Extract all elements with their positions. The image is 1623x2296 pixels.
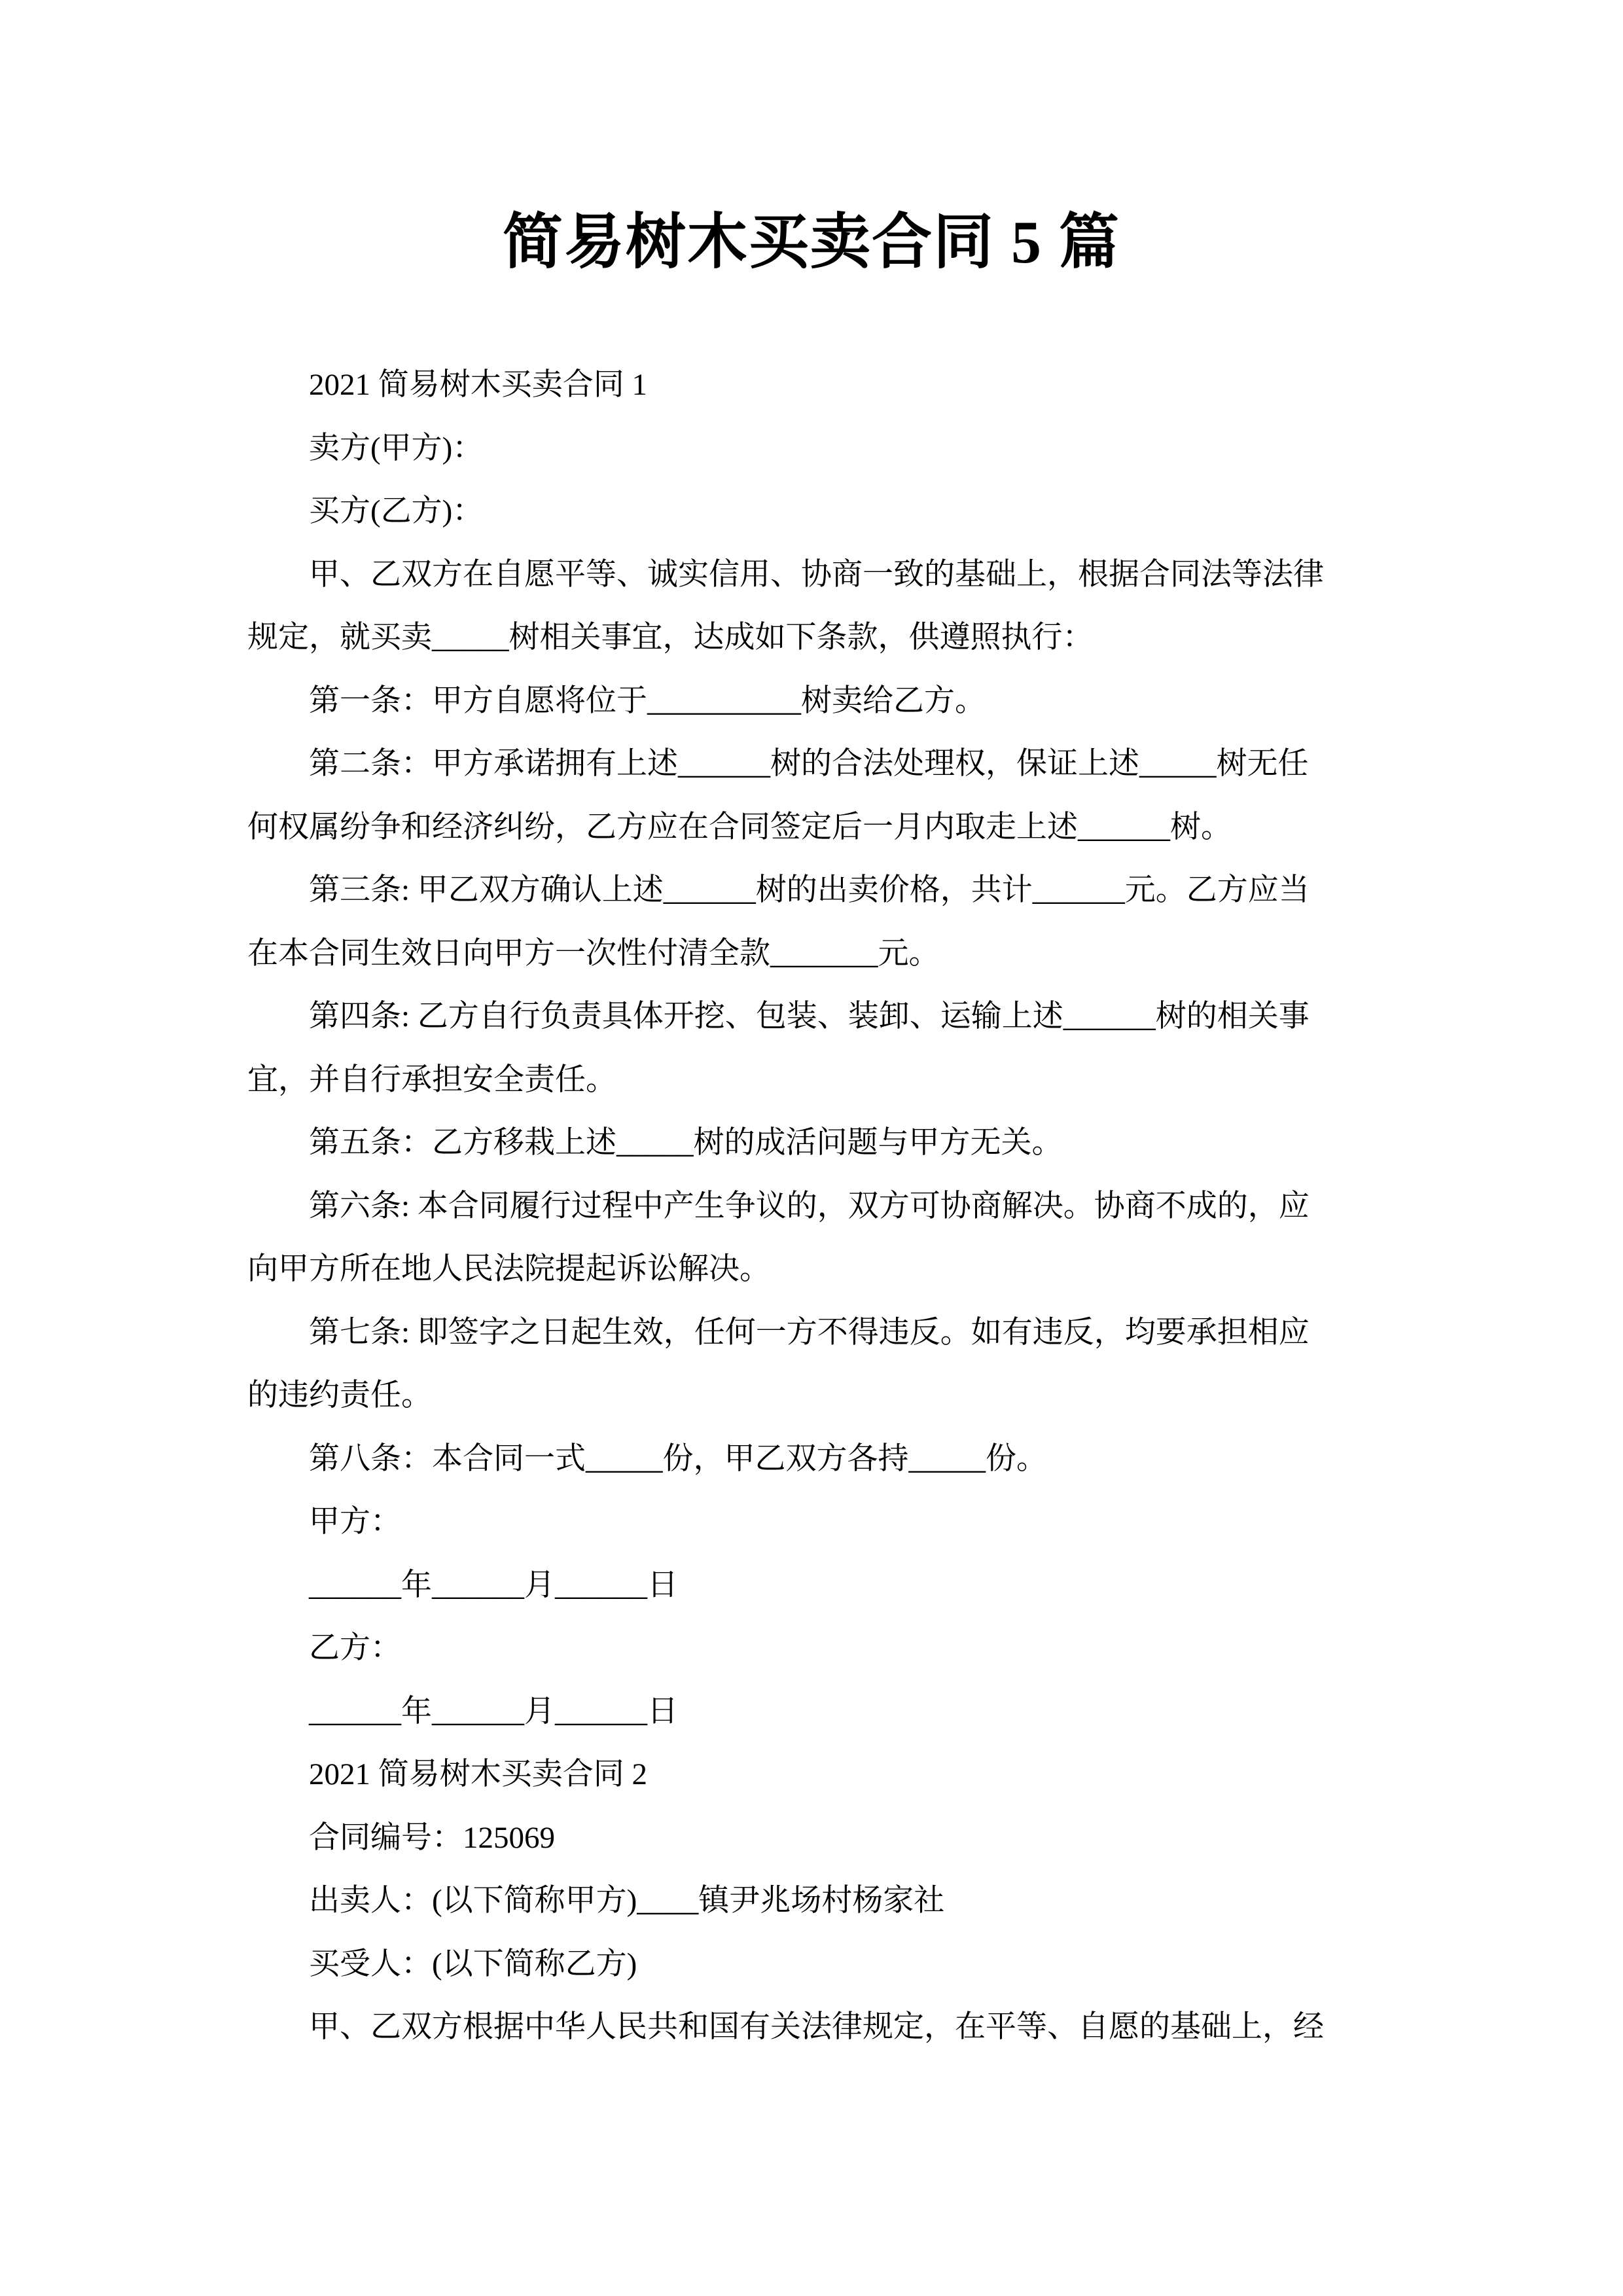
document-line: 2021 简易树木买卖合同 1 bbox=[309, 368, 647, 402]
document-line: 第八条：本合同一式_____份，甲乙双方各持_____份。 bbox=[309, 1441, 1047, 1476]
document-line: 何权属纷争和经济纠纷，乙方应在合同签定后一月内取走上述______树。 bbox=[247, 810, 1232, 844]
document-line: 第三条: 甲乙双方确认上述______树的出卖价格，共计______元。乙方应当 bbox=[309, 873, 1310, 907]
document-line: 宜，并自行承担安全责任。 bbox=[247, 1062, 616, 1097]
document-line: 第一条：甲方自愿将位于__________树卖给乙方。 bbox=[309, 683, 986, 718]
document-line: 甲方： bbox=[309, 1505, 401, 1539]
document-line: 第六条: 本合同履行过程中产生争议的，双方可协商解决。协商不成的，应 bbox=[309, 1189, 1310, 1223]
document-line: 卖方(甲方)： bbox=[309, 431, 484, 465]
document-line: 乙方： bbox=[309, 1631, 401, 1665]
document-line: 第五条：乙方移栽上述_____树的成活问题与甲方无关。 bbox=[309, 1126, 1063, 1160]
document-line: 第二条：甲方承诺拥有上述______树的合法处理权，保证上述_____树无任 bbox=[309, 747, 1309, 781]
document-line: 甲、乙双方在自愿平等、诚实信用、协商一致的基础上，根据合同法等法律 bbox=[309, 557, 1324, 592]
document-line: 在本合同生效日向甲方一次性付清全款_______元。 bbox=[247, 936, 940, 971]
document-title: 简易树木买卖合同 5 篇 bbox=[502, 209, 1120, 276]
document-line: 的违约责任。 bbox=[247, 1378, 432, 1412]
document-line: 买受人：(以下简称乙方) bbox=[309, 1946, 637, 1981]
document-line: 2021 简易树木买卖合同 2 bbox=[309, 1757, 647, 1791]
document-line: 出卖人：(以下简称甲方)____镇尹兆场村杨家社 bbox=[309, 1884, 945, 1918]
document-lines bbox=[247, 353, 1376, 2059]
document-line: 第七条: 即签字之日起生效，任何一方不得违反。如有违反，均要承担相应 bbox=[309, 1315, 1310, 1350]
document-line: 买方(乙方)： bbox=[309, 494, 484, 528]
document-line: ______年______月______日 bbox=[309, 1694, 678, 1729]
document-line: 向甲方所在地人民法院提起诉讼解决。 bbox=[247, 1252, 770, 1286]
document-line: 第四条: 乙方自行负责具体开挖、包装、装卸、运输上述______树的相关事 bbox=[309, 999, 1310, 1033]
document-line: ______年______月______日 bbox=[309, 1568, 678, 1602]
document-line: 甲、乙双方根据中华人民共和国有关法律规定，在平等、自愿的基础上，经 bbox=[309, 2010, 1324, 2044]
document-line: 规定，就买卖_____树相关事宜，达成如下条款，供遵照执行： bbox=[247, 620, 1094, 655]
document-line: 合同编号：125069 bbox=[309, 1820, 555, 1855]
